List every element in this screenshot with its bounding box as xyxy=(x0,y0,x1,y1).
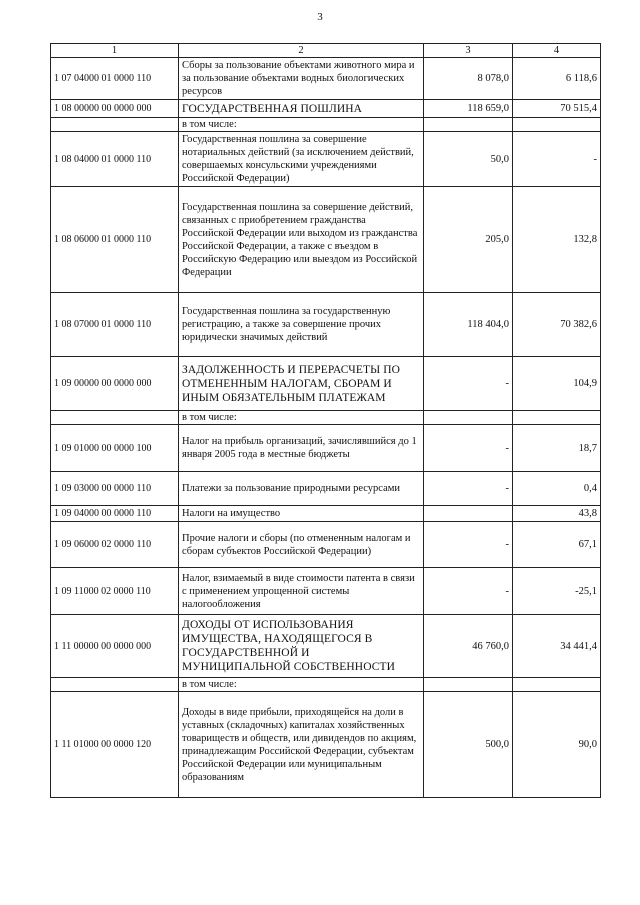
row-value-3: 46 760,0 xyxy=(424,615,513,678)
table-row xyxy=(51,615,601,678)
column-header-2: 2 xyxy=(179,44,424,58)
row-value-4: 104,9 xyxy=(513,357,601,411)
row-value-4: 43,8 xyxy=(513,506,601,522)
row-name: Государственная пошлина за государственную регистрацию, а также за совершение прочих юридически значимых действий xyxy=(179,293,424,357)
table-row xyxy=(51,522,601,568)
row-value-4: 18,7 xyxy=(513,425,601,472)
row-value-4 xyxy=(513,678,601,692)
row-value-4: 90,0 xyxy=(513,692,601,798)
budget-table xyxy=(50,43,601,798)
row-name: Налоги на имущество xyxy=(179,506,424,522)
table-row xyxy=(51,187,601,293)
table-row xyxy=(51,678,601,692)
row-code: 1 08 04000 01 0000 110 xyxy=(51,132,179,187)
row-name: Государственная пошлина за совершение действий, связанных с приобретением гражданства Российской Федерации или выходом из гражданства Российской Федерации, а также с въездом в Российскую Федерацию или выездом из Российской Федерации xyxy=(179,187,424,293)
row-name: ГОСУДАРСТВЕННАЯ ПОШЛИНА xyxy=(179,100,424,118)
table-row xyxy=(51,692,601,798)
table-header-row xyxy=(51,44,601,58)
row-value-3: 500,0 xyxy=(424,692,513,798)
row-value-3: - xyxy=(424,357,513,411)
row-name: в том числе: xyxy=(179,411,424,425)
row-value-3 xyxy=(424,678,513,692)
row-name: ЗАДОЛЖЕННОСТЬ И ПЕРЕРАСЧЕТЫ ПО ОТМЕНЕННЫМ НАЛОГАМ, СБОРАМ И ИНЫМ ОБЯЗАТЕЛЬНЫМ ПЛАТЕЖАМ xyxy=(179,357,424,411)
row-value-3 xyxy=(424,411,513,425)
row-code: 1 08 07000 01 0000 110 xyxy=(51,293,179,357)
row-value-3 xyxy=(424,118,513,132)
row-code: 1 08 00000 00 0000 000 xyxy=(51,100,179,118)
table-row xyxy=(51,425,601,472)
row-value-4: 70 515,4 xyxy=(513,100,601,118)
row-name: Сборы за пользование объектами животного мира и за пользование объектами водных биологических ресурсов xyxy=(179,58,424,100)
table-row xyxy=(51,472,601,506)
table-row xyxy=(51,100,601,118)
row-value-3: - xyxy=(424,472,513,506)
row-name: Государственная пошлина за совершение нотариальных действий (за исключением действий, совершаемых консульскими учреждениями Российской Федерации) xyxy=(179,132,424,187)
row-value-4: 132,8 xyxy=(513,187,601,293)
row-value-3: 118 404,0 xyxy=(424,293,513,357)
row-code xyxy=(51,118,179,132)
table-row xyxy=(51,568,601,615)
table-row xyxy=(51,506,601,522)
row-value-3: 118 659,0 xyxy=(424,100,513,118)
table-row xyxy=(51,132,601,187)
table-row xyxy=(51,357,601,411)
row-value-3: - xyxy=(424,425,513,472)
row-name: Налог, взимаемый в виде стоимости патента в связи с применением упрощенной системы налогообложения xyxy=(179,568,424,615)
row-name: Доходы в виде прибыли, приходящейся на доли в уставных (складочных) капиталах хозяйственных товариществ и обществ, или дивидендов по акциям, принадлежащим Российской Федерации, субъектам Российской Федерации или муниципальным образованиям xyxy=(179,692,424,798)
row-value-3 xyxy=(424,506,513,522)
column-header-4: 4 xyxy=(513,44,601,58)
row-value-4 xyxy=(513,118,601,132)
table-row xyxy=(51,293,601,357)
table-row xyxy=(51,118,601,132)
row-code xyxy=(51,411,179,425)
row-code: 1 07 04000 01 0000 110 xyxy=(51,58,179,100)
row-name: Прочие налоги и сборы (по отмененным налогам и сборам субъектов Российской Федерации) xyxy=(179,522,424,568)
row-name: в том числе: xyxy=(179,118,424,132)
row-value-4: - xyxy=(513,132,601,187)
row-code: 1 09 03000 00 0000 110 xyxy=(51,472,179,506)
row-code: 1 09 11000 02 0000 110 xyxy=(51,568,179,615)
row-code: 1 09 04000 00 0000 110 xyxy=(51,506,179,522)
row-name: Налог на прибыль организаций, зачислявшийся до 1 января 2005 года в местные бюджеты xyxy=(179,425,424,472)
row-value-4: 70 382,6 xyxy=(513,293,601,357)
row-value-3: - xyxy=(424,522,513,568)
row-code: 1 08 06000 01 0000 110 xyxy=(51,187,179,293)
row-name: в том числе: xyxy=(179,678,424,692)
row-value-3: 50,0 xyxy=(424,132,513,187)
column-header-3: 3 xyxy=(424,44,513,58)
row-name: ДОХОДЫ ОТ ИСПОЛЬЗОВАНИЯ ИМУЩЕСТВА, НАХОДЯЩЕГОСЯ В ГОСУДАРСТВЕННОЙ И МУНИЦИПАЛЬНОЙ СОБСТВЕННОСТИ xyxy=(179,615,424,678)
row-value-3: 205,0 xyxy=(424,187,513,293)
row-code: 1 11 01000 00 0000 120 xyxy=(51,692,179,798)
row-code: 1 11 00000 00 0000 000 xyxy=(51,615,179,678)
row-code: 1 09 00000 00 0000 000 xyxy=(51,357,179,411)
row-value-3: 8 078,0 xyxy=(424,58,513,100)
row-value-4: 6 118,6 xyxy=(513,58,601,100)
table-row xyxy=(51,411,601,425)
row-code xyxy=(51,678,179,692)
row-value-4: 34 441,4 xyxy=(513,615,601,678)
row-code: 1 09 01000 00 0000 100 xyxy=(51,425,179,472)
table-row xyxy=(51,58,601,100)
row-value-4: 0,4 xyxy=(513,472,601,506)
column-header-1: 1 xyxy=(51,44,179,58)
row-value-4 xyxy=(513,411,601,425)
row-code: 1 09 06000 02 0000 110 xyxy=(51,522,179,568)
row-name: Платежи за пользование природными ресурсами xyxy=(179,472,424,506)
row-value-3: - xyxy=(424,568,513,615)
row-value-4: -25,1 xyxy=(513,568,601,615)
page-number: 3 xyxy=(317,11,323,23)
row-value-4: 67,1 xyxy=(513,522,601,568)
